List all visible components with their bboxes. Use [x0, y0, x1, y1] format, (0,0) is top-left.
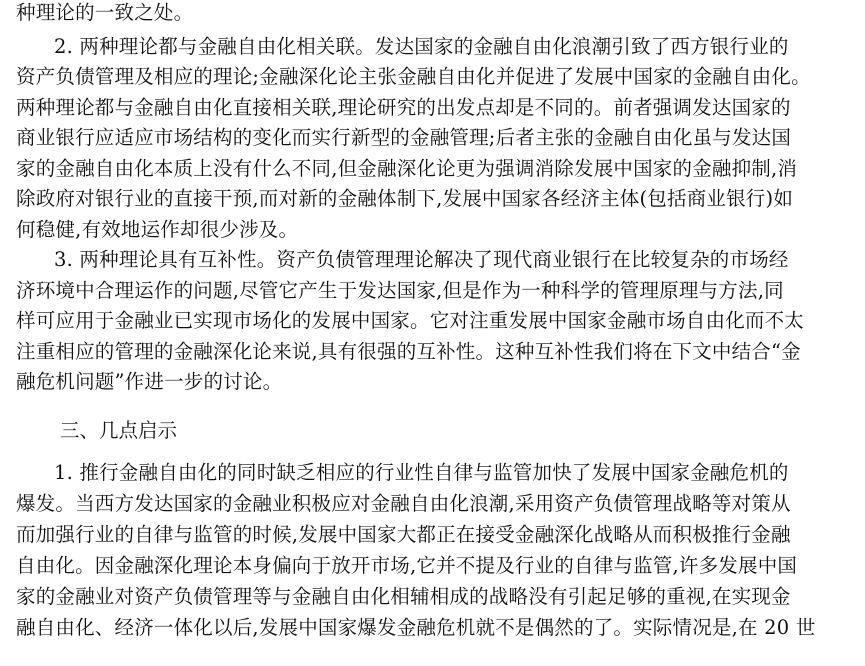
- text-line-1: 种理论的一致之处。: [16, 1, 194, 24]
- text-line-6: 家的金融自由化本质上没有什么不同,但金融深化论更为强调消除发展中国家的金融抑制,消: [16, 157, 798, 180]
- text-line-2: 2. 两种理论都与金融自由化相关联。发达国家的金融自由化浪潮引致了西方银行业的: [54, 35, 789, 58]
- text-line-13: 融危机问题”作进一步的讨论。: [16, 370, 283, 393]
- text-line-4: 两种理论都与金融自由化直接相关联,理论研究的出发点却是不同的。前者强调发达国家的: [16, 96, 791, 119]
- text-line-11: 样可应用于金融业已实现市场化的发展中国家。它对注重发展中国家金融市场自由化而不太: [16, 309, 805, 332]
- text-line-7: 除政府对银行业的直接干预,而对新的金融体制下,发展中国家各经济主体(包括商业银行)如: [16, 187, 794, 210]
- text-line-20: 融自由化、经济一体化以后,发展中国家爆发金融危机就不是偶然的了。实际情况是,在 20 世: [16, 616, 816, 639]
- text-line-19: 家的金融业对资产负债管理等与金融自由化相辅相成的战略没有引起足够的重视,在实现金: [16, 585, 791, 608]
- text-line-12: 注重相应的管理的金融深化论来说,具有很强的互补性。这种互补性我们将在下文中结合“金: [16, 340, 801, 363]
- section-heading: 三、几点启示: [60, 419, 178, 442]
- text-line-16: 爆发。当西方发达国家的金融业积极应对金融自由化浪潮,采用资产负债管理战略等对策从: [16, 492, 791, 515]
- text-line-9: 3. 两种理论具有互补性。资产负债管理理论解决了现代商业银行在比较复杂的市场经: [54, 248, 789, 271]
- text-line-10: 济环境中合理运作的问题,尽管它产生于发达国家,但是作为一种科学的管理原理与方法,同: [16, 279, 784, 302]
- text-line-15: 1. 推行金融自由化的同时缺乏相应的行业性自律与监管加快了发展中国家金融危机的: [54, 461, 789, 484]
- text-line-5: 商业银行应适应市场结构的变化而实行新型的金融管理;后者主张的金融自由化虽与发达国: [16, 126, 792, 149]
- text-line-3: 资产负债管理及相应的理论;金融深化论主张金融自由化并促进了发展中国家的金融自由化。: [16, 65, 811, 88]
- text-line-17: 而加强行业的自律与监管的时候,发展中国家大都正在接受金融深化战略从而积极推行金融: [16, 523, 791, 546]
- text-line-8: 何稳健,有效地运作却很少涉及。: [16, 218, 299, 241]
- text-line-18: 自由化。因金融深化理论本身偏向于放开市场,它并不提及行业的自律与监管,许多发展中国: [16, 554, 798, 577]
